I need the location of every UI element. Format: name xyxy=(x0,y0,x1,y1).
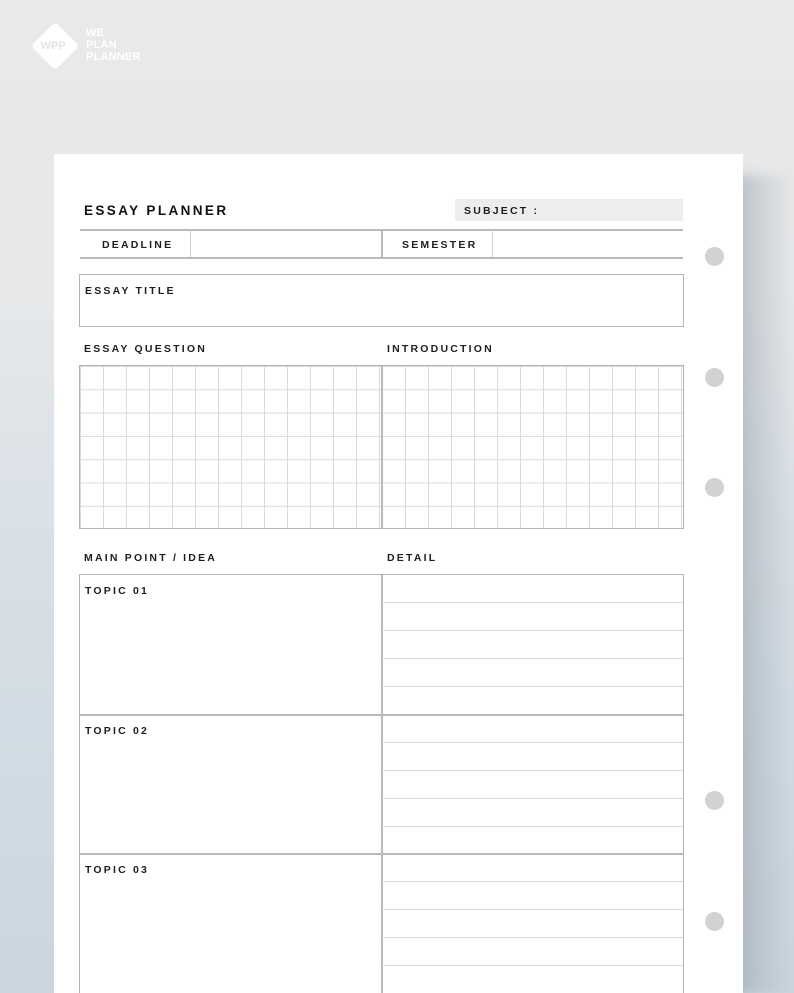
detail-line xyxy=(382,742,683,743)
detail-line xyxy=(382,770,683,771)
binder-hole xyxy=(705,368,724,387)
topic-01-label: TOPIC 01 xyxy=(85,585,150,597)
subject-label: SUBJECT : xyxy=(464,205,540,217)
detail-line xyxy=(382,686,683,687)
topic-03-label: TOPIC 03 xyxy=(85,864,150,876)
deadline-field[interactable] xyxy=(191,231,381,257)
deadline-label: DEADLINE xyxy=(102,239,174,251)
main-point-label: MAIN POINT / IDEA xyxy=(84,552,218,564)
semester-field[interactable] xyxy=(493,231,683,257)
essay-title-label: ESSAY TITLE xyxy=(85,285,176,297)
logo-word-2: PLAN xyxy=(86,39,117,51)
detail-label: DETAIL xyxy=(387,552,438,564)
detail-line xyxy=(382,798,683,799)
detail-line xyxy=(382,658,683,659)
introduction-label: INTRODUCTION xyxy=(387,343,494,355)
detail-line xyxy=(382,937,683,938)
topic-02-label: TOPIC 02 xyxy=(85,725,150,737)
question-intro-divider xyxy=(381,366,383,528)
detail-line xyxy=(382,602,683,603)
binder-hole xyxy=(705,478,724,497)
binder-hole xyxy=(705,247,724,266)
logo-word-3: PLANNER xyxy=(86,51,141,63)
logo-wordmark xyxy=(86,27,141,63)
binder-hole xyxy=(705,912,724,931)
semester-label: SEMESTER xyxy=(402,239,478,251)
topics-center-divider xyxy=(381,575,383,993)
logo-word-1: WE xyxy=(86,27,105,39)
detail-line xyxy=(382,909,683,910)
detail-line xyxy=(382,965,683,966)
row-center-divider xyxy=(381,230,383,257)
page-title: ESSAY PLANNER xyxy=(84,203,229,218)
detail-line xyxy=(382,826,683,827)
essay-title-box[interactable] xyxy=(79,274,684,327)
detail-line xyxy=(382,630,683,631)
logo-mark: WPP xyxy=(40,40,66,52)
essay-question-label: ESSAY QUESTION xyxy=(84,343,207,355)
row-bottom-rule xyxy=(80,257,683,259)
detail-line xyxy=(382,881,683,882)
binder-hole xyxy=(705,791,724,810)
